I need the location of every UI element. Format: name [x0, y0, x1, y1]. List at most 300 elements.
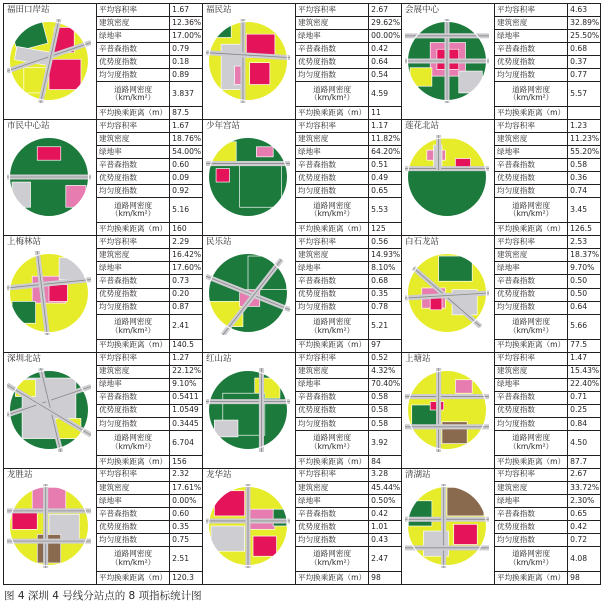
indicator-row: [97, 507, 204, 520]
indicator-label: 辛普森指数: [97, 43, 170, 56]
indicator-label: 辛普森指数: [495, 275, 568, 288]
indicator-value: 0.37: [568, 56, 601, 69]
indicator-row: [296, 146, 403, 159]
indicator-label: 道路网密度（km/km²）: [97, 314, 170, 339]
indicator-row: [495, 16, 602, 29]
indicator-value: 0.87: [170, 301, 203, 314]
land-parcel-residential: [408, 139, 485, 171]
indicator-value: 0.75: [170, 534, 203, 547]
indicator-label: 辛普森指数: [97, 507, 170, 520]
indicator-label: 平均容积率: [97, 469, 170, 481]
station-panel: [402, 353, 601, 469]
indicator-row: [97, 365, 204, 378]
indicator-label: 辛普森指数: [296, 391, 369, 404]
indicator-value: 126.5: [570, 224, 592, 234]
indicator-row: [296, 520, 403, 533]
indicator-row: [97, 547, 204, 572]
land-use-map: [405, 135, 489, 219]
land-use-patches: [405, 135, 489, 219]
indicator-row: [495, 133, 602, 146]
indicator-row: [296, 469, 403, 481]
indicator-value: 0.92: [170, 185, 203, 198]
indicator-label: 均匀度指数: [296, 534, 369, 547]
indicator-value: 17.00%: [170, 30, 203, 43]
land-use-patches: [7, 251, 91, 335]
indicator-row: [296, 107, 403, 119]
indicator-row: [296, 30, 403, 43]
station-map: [4, 4, 95, 119]
indicator-label: 优势度指数: [97, 172, 170, 185]
indicator-label: 辛普森指数: [296, 275, 369, 288]
indicator-value: 98: [371, 572, 381, 582]
indicator-label: 平均换乘距离（m）: [97, 339, 170, 351]
indicator-label: 辛普森指数: [296, 159, 369, 172]
indicator-value: 0.79: [170, 43, 203, 56]
station-name: 福田口岸站: [7, 5, 50, 15]
indicator-row: [97, 56, 204, 69]
indicator-value: 0.58: [369, 417, 402, 430]
indicator-value: 3.45: [568, 198, 601, 223]
indicator-value: 2.30%: [568, 494, 601, 507]
indicator-row: [97, 520, 204, 533]
indicator-row: [495, 43, 602, 56]
indicator-row: [495, 534, 602, 547]
indicator-row: [296, 82, 403, 107]
station-name: 少年宫站: [206, 121, 241, 132]
indicator-row: [97, 534, 204, 547]
indicator-label: 建筑密度: [495, 16, 568, 29]
indicator-row: [97, 249, 204, 262]
indicator-value: 11.23%: [568, 133, 601, 146]
indicator-label: 绿地率: [296, 146, 369, 159]
indicator-row: [495, 249, 602, 262]
land-use-map: [405, 251, 489, 335]
station-panel: [402, 236, 601, 352]
indicator-label: 建筑密度: [97, 16, 170, 29]
indicator-row: [97, 288, 204, 301]
indicator-value: 4.50: [568, 430, 601, 455]
indicator-label: 绿地率: [97, 378, 170, 391]
indicator-row: [97, 4, 204, 16]
indicator-row: [495, 82, 602, 107]
land-parcel-green: [408, 501, 432, 526]
indicator-label: 平均换乘距离（m）: [296, 339, 369, 351]
indicator-value: 0.64: [369, 56, 402, 69]
station-name: 龙胜站: [7, 469, 33, 480]
indicator-row: [296, 262, 403, 275]
station-panel: [4, 120, 203, 236]
indicator-label: 平均容积率: [296, 120, 369, 132]
indicator-table: [295, 469, 402, 584]
station-map: [203, 4, 294, 119]
indicator-value: [568, 107, 601, 119]
indicator-row: [296, 288, 403, 301]
indicator-row: [296, 236, 403, 248]
indicator-value: 1.01: [369, 520, 402, 533]
indicator-label: 平均换乘距离（m）: [296, 107, 369, 119]
indicator-value: 87.5: [172, 107, 190, 117]
indicator-label: 建筑密度: [495, 365, 568, 378]
indicator-value: 22.40%: [568, 378, 601, 391]
station-panel: [4, 469, 203, 585]
station-name: 福民站: [206, 5, 232, 15]
indicator-value: 54.00%: [170, 146, 203, 159]
indicator-label: 平均换乘距离（m）: [97, 572, 170, 584]
indicator-value: 120.3: [172, 572, 194, 582]
indicator-value: 5.16: [170, 198, 203, 223]
land-parcel-green: [12, 302, 36, 324]
indicator-label: 均匀度指数: [97, 69, 170, 82]
indicator-value: 0.65: [369, 185, 402, 198]
indicator-value: 18.76%: [170, 133, 203, 146]
indicator-label: 辛普森指数: [296, 507, 369, 520]
station-map: [203, 353, 294, 468]
indicator-value: 0.54: [369, 69, 402, 82]
indicator-label: 均匀度指数: [495, 301, 568, 314]
indicator-row: [97, 198, 204, 223]
indicator-label: 优势度指数: [97, 56, 170, 69]
land-parcel-commercial: [253, 536, 277, 556]
indicator-value: 0.58: [568, 159, 601, 172]
indicator-label: 辛普森指数: [495, 391, 568, 404]
indicator-value: 0.00%: [170, 494, 203, 507]
indicator-label: 建筑密度: [296, 133, 369, 146]
indicator-label: 绿地率: [296, 378, 369, 391]
indicator-row: [495, 69, 602, 82]
indicator-label: 平均换乘距离（m）: [495, 223, 568, 235]
indicator-row: [97, 159, 204, 172]
indicator-label: 平均换乘距离（m）: [296, 572, 369, 584]
indicator-row: [495, 275, 602, 288]
indicator-row: [296, 4, 403, 16]
indicator-row: [495, 572, 602, 584]
indicator-label: 均匀度指数: [97, 301, 170, 314]
indicator-row: [296, 339, 403, 351]
indicator-table: [96, 4, 203, 119]
station-panel: [4, 236, 203, 352]
indicator-row: [97, 69, 204, 82]
indicator-row: [97, 275, 204, 288]
indicator-row: [495, 417, 602, 430]
land-parcel-green: [439, 256, 473, 281]
indicator-value: 0.52: [369, 353, 402, 365]
indicator-label: 优势度指数: [97, 288, 170, 301]
indicator-value: 160: [172, 224, 187, 234]
indicator-value: 0.50: [568, 275, 601, 288]
indicator-table: [96, 469, 203, 584]
indicator-value: 55.20%: [568, 146, 601, 159]
indicator-label: 道路网密度（km/km²）: [495, 314, 568, 339]
indicator-label: 建筑密度: [97, 133, 170, 146]
indicator-label: 道路网密度（km/km²）: [495, 430, 568, 455]
indicator-value: 0.51: [369, 159, 402, 172]
indicator-value: 32.89%: [568, 16, 601, 29]
indicator-label: 平均换乘距离（m）: [97, 223, 170, 235]
indicator-table: [494, 353, 601, 468]
indicator-label: 平均容积率: [495, 120, 568, 132]
indicator-label: 均匀度指数: [495, 534, 568, 547]
indicator-row: [97, 43, 204, 56]
indicator-value: 00.00%: [369, 30, 402, 43]
indicator-table: [494, 120, 601, 235]
indicator-label: 辛普森指数: [495, 507, 568, 520]
indicator-label: 建筑密度: [296, 365, 369, 378]
land-use-map: [206, 19, 290, 103]
indicator-row: [495, 314, 602, 339]
station-map: [402, 120, 493, 235]
indicator-row: [495, 262, 602, 275]
indicator-row: [495, 481, 602, 494]
indicator-row: [97, 185, 204, 198]
indicator-value: 0.35: [170, 520, 203, 533]
indicator-value: 0.43: [369, 534, 402, 547]
station-panel: [402, 120, 601, 236]
station-map: [402, 4, 493, 119]
indicator-label: 道路网密度（km/km²）: [97, 82, 170, 107]
station-name: 深圳北站: [7, 353, 42, 364]
indicator-label: 辛普森指数: [495, 43, 568, 56]
indicator-row: [296, 572, 403, 584]
station-name: 上梅林站: [7, 237, 42, 248]
indicator-row: [97, 455, 204, 467]
indicator-row: [296, 159, 403, 172]
indicator-value: 33.72%: [568, 481, 601, 494]
indicator-row: [495, 30, 602, 43]
station-name: 红山站: [206, 353, 232, 364]
indicator-value: 8.10%: [369, 262, 402, 275]
station-name: 龙华站: [206, 469, 232, 480]
land-parcel-commercial: [214, 491, 244, 516]
indicator-row: [296, 547, 403, 572]
indicator-label: 建筑密度: [97, 481, 170, 494]
indicator-row: [296, 378, 403, 391]
indicator-label: 道路网密度（km/km²）: [296, 82, 369, 107]
indicator-value: 98: [570, 572, 580, 582]
indicator-label: 平均容积率: [97, 353, 170, 365]
indicator-row: [495, 198, 602, 223]
indicator-table: [494, 236, 601, 351]
indicator-label: 建筑密度: [495, 481, 568, 494]
indicator-label: 平均换乘距离（m）: [296, 223, 369, 235]
indicator-label: 道路网密度（km/km²）: [97, 198, 170, 223]
indicator-label: 优势度指数: [495, 172, 568, 185]
indicator-row: [296, 494, 403, 507]
indicator-value: 11.82%: [369, 133, 402, 146]
land-parcel-public: [32, 487, 66, 509]
indicator-value: 0.49: [369, 172, 402, 185]
indicator-value: 0.71: [568, 391, 601, 404]
indicator-row: [495, 223, 602, 235]
indicator-label: 绿地率: [495, 146, 568, 159]
station-map: [203, 469, 294, 584]
station-name: 清湖站: [405, 469, 431, 480]
indicator-row: [97, 30, 204, 43]
indicator-row: [296, 430, 403, 455]
indicator-value: 2.53: [568, 236, 601, 248]
indicator-figure-grid: [3, 3, 601, 585]
indicator-label: 绿地率: [495, 30, 568, 43]
indicator-label: 平均容积率: [97, 236, 170, 248]
indicator-value: 70.40%: [369, 378, 402, 391]
land-use-patches: [206, 19, 290, 103]
indicator-value: 0.58: [369, 391, 402, 404]
indicator-label: 均匀度指数: [97, 417, 170, 430]
indicator-label: 辛普森指数: [97, 275, 170, 288]
land-parcel-road: [211, 526, 245, 551]
land-use-patches: [206, 135, 290, 219]
indicator-table: [96, 120, 203, 235]
indicator-row: [296, 404, 403, 417]
station-map: [4, 353, 95, 468]
indicator-row: [97, 404, 204, 417]
land-use-map: [7, 135, 91, 219]
indicator-label: 优势度指数: [296, 520, 369, 533]
indicator-value: 0.25: [568, 404, 601, 417]
indicator-row: [97, 481, 204, 494]
indicator-label: 均匀度指数: [97, 185, 170, 198]
indicator-value: 97: [371, 340, 381, 350]
indicator-label: 道路网密度（km/km²）: [495, 547, 568, 572]
indicator-value: 2.67: [369, 4, 402, 16]
land-parcel-commercial: [430, 298, 442, 310]
indicator-label: 辛普森指数: [495, 159, 568, 172]
indicator-row: [97, 236, 204, 248]
indicator-label: 道路网密度（km/km²）: [495, 82, 568, 107]
indicator-value: 0.78: [369, 301, 402, 314]
indicator-label: 道路网密度（km/km²）: [296, 314, 369, 339]
indicator-row: [296, 16, 403, 29]
indicator-value: 25.50%: [568, 30, 601, 43]
station-panel: [402, 4, 601, 120]
indicator-value: 0.68: [568, 43, 601, 56]
indicator-row: [97, 16, 204, 29]
indicator-value: 84: [371, 456, 381, 466]
indicator-label: 绿地率: [495, 378, 568, 391]
indicator-row: [296, 198, 403, 223]
indicator-row: [296, 43, 403, 56]
indicator-label: 道路网密度（km/km²）: [97, 430, 170, 455]
indicator-row: [97, 378, 204, 391]
indicator-table: [295, 236, 402, 351]
indicator-row: [97, 262, 204, 275]
indicator-row: [296, 56, 403, 69]
land-parcel-residential: [211, 142, 236, 164]
indicator-value: 125: [371, 224, 386, 234]
indicator-value: 0.74: [568, 185, 601, 198]
indicator-value: 2.51: [170, 547, 203, 572]
station-name: 莲花北站: [405, 121, 440, 132]
indicator-label: 平均容积率: [296, 353, 369, 365]
indicator-value: 1.23: [568, 120, 601, 132]
indicator-row: [296, 534, 403, 547]
indicator-label: 绿地率: [296, 262, 369, 275]
indicator-value: 18.37%: [568, 249, 601, 262]
indicator-value: 0.18: [170, 56, 203, 69]
indicator-row: [97, 572, 204, 584]
indicator-value: 1.0549: [170, 404, 203, 417]
station-panel: [203, 353, 402, 469]
land-parcel-public: [256, 147, 273, 157]
land-use-patches: [405, 368, 489, 452]
indicator-value: 0.84: [568, 417, 601, 430]
indicator-value: 0.77: [568, 69, 601, 82]
indicator-value: 2.41: [170, 314, 203, 339]
indicator-value: 0.42: [568, 520, 601, 533]
indicator-row: [97, 417, 204, 430]
indicator-value: 0.64: [568, 301, 601, 314]
indicator-row: [495, 172, 602, 185]
indicator-table: [295, 353, 402, 468]
indicator-row: [97, 469, 204, 481]
indicator-table: [494, 4, 601, 119]
land-use-map: [7, 484, 91, 568]
indicator-value: 4.08: [568, 547, 601, 572]
indicator-value: 1.67: [170, 120, 203, 132]
indicator-label: 平均容积率: [495, 469, 568, 481]
indicator-value: 0.42: [369, 507, 402, 520]
station-map: [4, 120, 95, 235]
indicator-row: [495, 4, 602, 16]
indicator-value: 0.72: [568, 534, 601, 547]
indicator-value: 0.65: [568, 507, 601, 520]
indicator-row: [495, 520, 602, 533]
indicator-row: [296, 301, 403, 314]
indicator-value: 0.3445: [170, 417, 203, 430]
indicator-value: 1.47: [568, 353, 601, 365]
indicator-label: 绿地率: [97, 262, 170, 275]
indicator-row: [495, 56, 602, 69]
indicator-label: 道路网密度（km/km²）: [97, 547, 170, 572]
indicator-row: [495, 507, 602, 520]
indicator-row: [97, 301, 204, 314]
indicator-value: 0.56: [369, 236, 402, 248]
indicator-label: 辛普森指数: [97, 159, 170, 172]
indicator-value: 9.10%: [170, 378, 203, 391]
indicator-label: 平均容积率: [296, 236, 369, 248]
indicator-label: 均匀度指数: [296, 417, 369, 430]
land-use-map: [405, 368, 489, 452]
indicator-label: 平均换乘距离（m）: [97, 455, 170, 467]
indicator-value: 156: [172, 456, 187, 466]
indicator-value: 0.35: [369, 288, 402, 301]
indicator-label: 均匀度指数: [296, 185, 369, 198]
land-parcel-commercial: [216, 169, 229, 182]
land-parcel-road: [12, 182, 30, 207]
indicator-value: 5.21: [369, 314, 402, 339]
land-use-patches: [405, 484, 489, 568]
station-map: [402, 353, 493, 468]
indicator-label: 建筑密度: [97, 249, 170, 262]
indicator-label: 道路网密度（km/km²）: [296, 430, 369, 455]
indicator-label: 建筑密度: [495, 249, 568, 262]
indicator-row: [495, 236, 602, 248]
indicator-row: [495, 494, 602, 507]
indicator-value: 0.58: [369, 404, 402, 417]
indicator-label: 平均容积率: [97, 4, 170, 16]
station-panel: [203, 469, 402, 585]
indicator-label: 优势度指数: [296, 172, 369, 185]
indicator-label: 绿地率: [495, 494, 568, 507]
indicator-label: 建筑密度: [296, 481, 369, 494]
indicator-value: 45.44%: [369, 481, 402, 494]
indicator-label: 平均换乘距离（m）: [97, 107, 170, 119]
indicator-label: 均匀度指数: [495, 185, 568, 198]
indicator-value: 1.67: [170, 4, 203, 16]
indicator-label: 辛普森指数: [296, 43, 369, 56]
indicator-row: [97, 223, 204, 235]
indicator-value: 5.66: [568, 314, 601, 339]
indicator-row: [495, 365, 602, 378]
